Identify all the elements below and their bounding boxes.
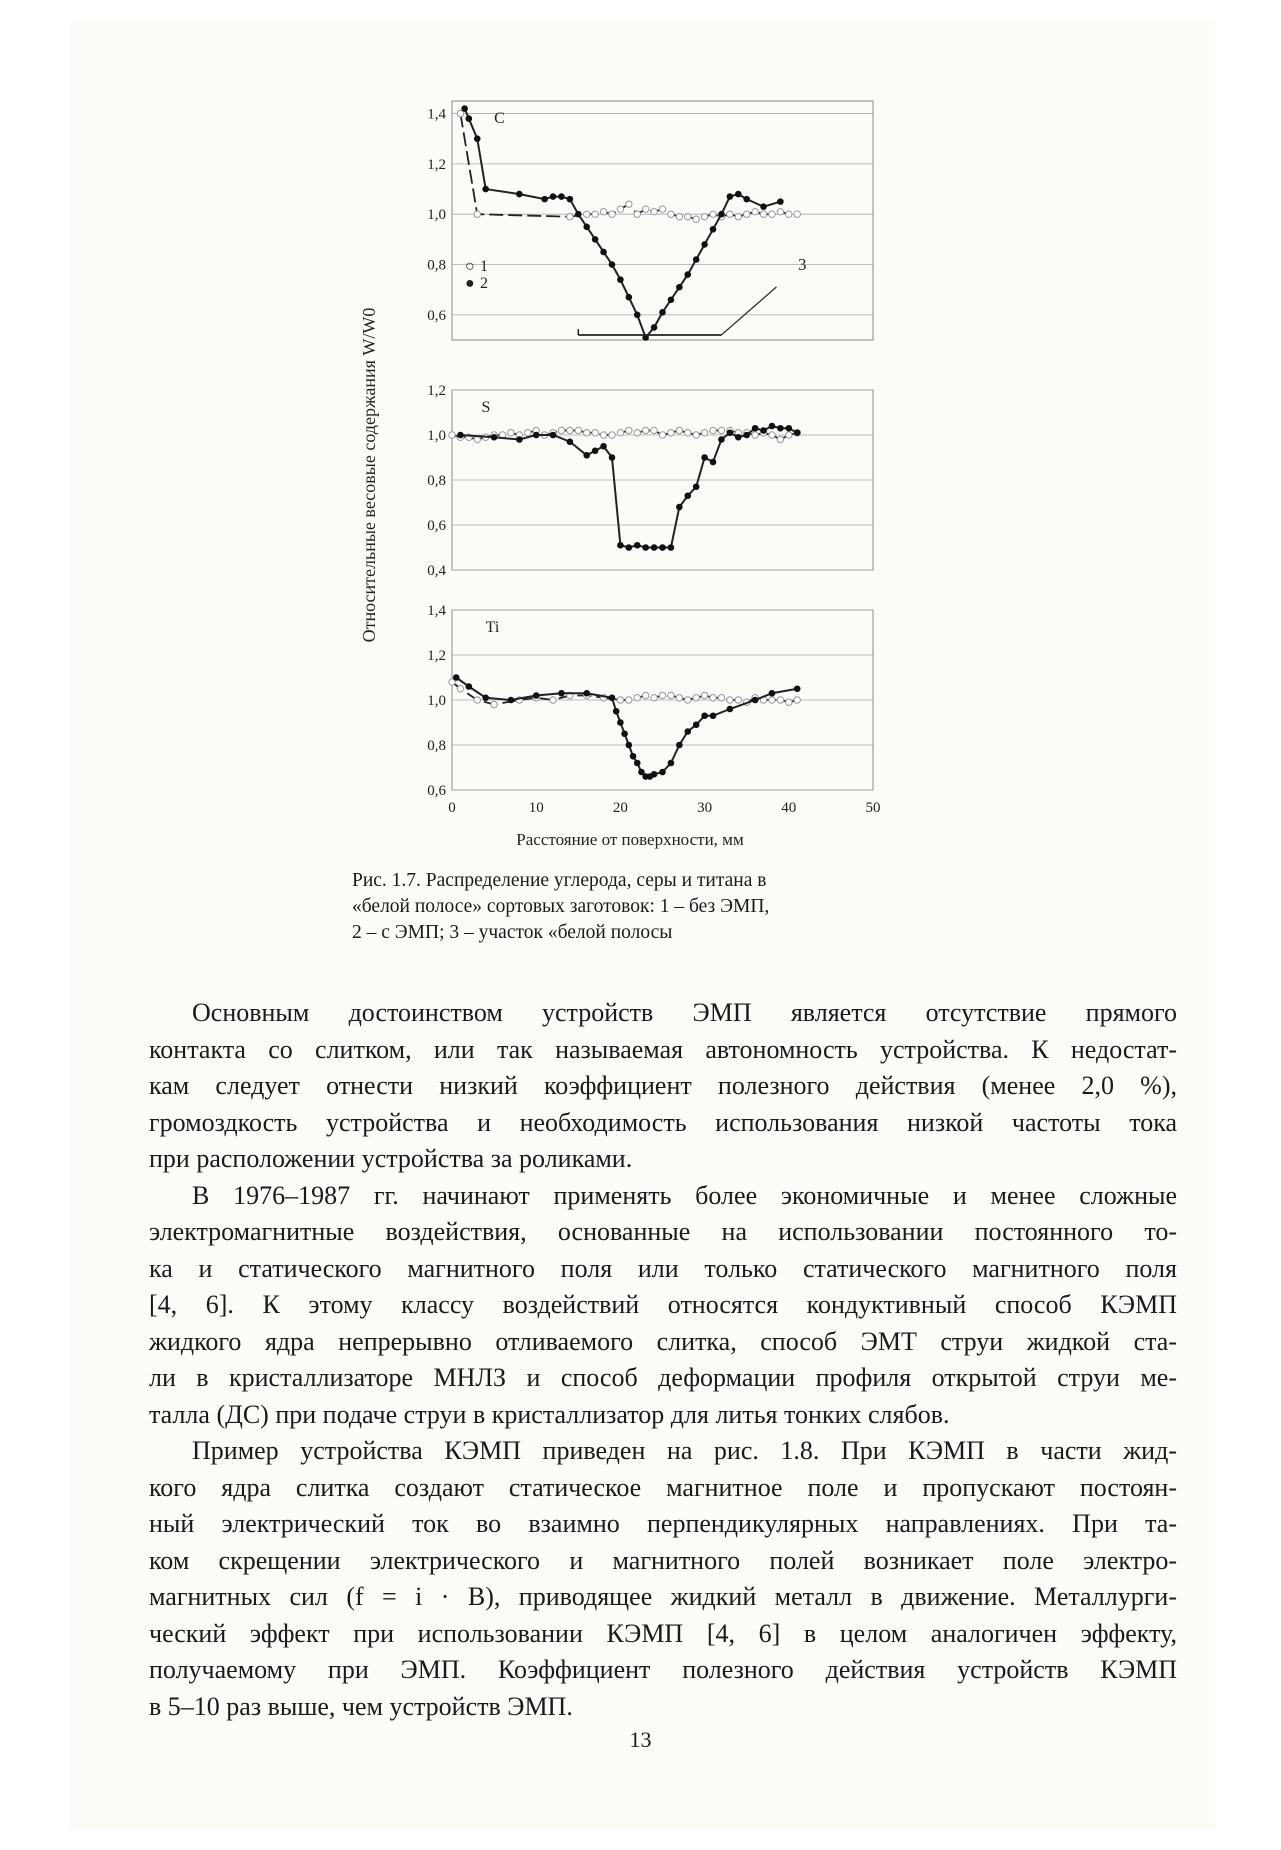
data-point-2	[613, 708, 619, 714]
data-point-2	[542, 196, 548, 202]
text-line: при расположении устройства за роликами.	[149, 1144, 633, 1173]
data-point-2	[533, 693, 539, 699]
data-point-1	[769, 211, 775, 217]
data-point-2	[618, 277, 624, 283]
data-point-2	[567, 196, 573, 202]
panel-Ti	[427, 603, 880, 816]
text-line: получаемому при ЭМП. Коэффициент полезного действия устройств КЭМП	[149, 1655, 1177, 1684]
data-point-2	[466, 116, 472, 122]
data-point-2	[668, 297, 674, 303]
data-point-1	[668, 692, 674, 698]
data-point-1	[701, 430, 707, 436]
text-line: в 5–10 раз выше, чем устройств ЭМП.	[149, 1691, 573, 1721]
data-point-1	[642, 692, 648, 698]
data-point-1	[727, 211, 733, 217]
zone-label: 3	[798, 255, 807, 274]
data-point-1	[567, 214, 573, 220]
data-point-2	[778, 425, 784, 431]
data-point-1	[600, 432, 606, 438]
data-point-2	[685, 272, 691, 278]
data-point-1	[752, 432, 758, 438]
paragraph	[149, 1433, 1177, 1725]
data-point-1	[457, 110, 463, 116]
panel-S	[427, 383, 873, 579]
data-point-2	[651, 545, 657, 551]
data-point-2	[609, 262, 615, 268]
data-point-2	[643, 545, 649, 551]
data-point-1	[769, 697, 775, 703]
data-point-1	[710, 211, 716, 217]
data-point-2	[660, 769, 666, 775]
data-point-2	[761, 204, 767, 210]
data-point-1	[786, 211, 792, 217]
data-point-1	[626, 697, 632, 703]
data-point-1	[491, 701, 497, 707]
data-point-1	[659, 206, 665, 212]
data-point-2	[744, 196, 750, 202]
data-point-2	[702, 455, 708, 461]
y-tick-label: 1,0	[427, 693, 446, 709]
data-point-2	[626, 545, 632, 551]
data-point-1	[651, 695, 657, 701]
data-point-1	[668, 430, 674, 436]
data-point-2	[584, 452, 590, 458]
text-line: ческий эффект при использовании КЭМП [4, 6] в целом аналогичен эффекту,	[149, 1618, 1177, 1648]
text-line: талла (ДС) при подаче струи в кристаллизатор для литья тонких слябов.	[149, 1399, 950, 1429]
data-point-1	[710, 695, 716, 701]
data-point-1	[626, 427, 632, 433]
data-point-1	[735, 214, 741, 220]
panel-title: Ti	[485, 619, 500, 636]
data-point-1	[659, 692, 665, 698]
data-point-1	[617, 430, 623, 436]
y-tick-label: 0,6	[427, 783, 446, 799]
data-point-1	[626, 201, 632, 207]
data-point-2	[462, 106, 468, 112]
data-point-1	[592, 211, 598, 217]
data-point-2	[533, 432, 539, 438]
y-tick-label: 1,4	[427, 106, 446, 123]
data-point-1	[718, 695, 724, 701]
data-point-2	[630, 753, 636, 759]
text-line: Пример устройства КЭМП приведен на рис. 1.8. При КЭМП в части жид-	[192, 1436, 1177, 1465]
data-point-1	[777, 436, 783, 442]
panel-title: C	[494, 110, 505, 127]
legend-label-2: 2	[480, 275, 488, 292]
data-point-1	[769, 432, 775, 438]
x-tick-label: 20	[612, 800, 628, 816]
text-line: ли в кристаллизаторе МНЛЗ и способ деформации профиля открытой струи ме-	[149, 1363, 1177, 1392]
data-point-1	[584, 430, 590, 436]
legend-marker-2: ●	[465, 275, 475, 292]
data-point-2	[685, 729, 691, 735]
series-line-2	[456, 678, 797, 777]
data-point-2	[634, 760, 640, 766]
page-number: 13	[629, 1727, 652, 1752]
data-point-2	[727, 194, 733, 200]
data-point-2	[651, 771, 657, 777]
data-point-2	[769, 690, 775, 696]
series-line-2	[465, 109, 781, 338]
data-point-1	[794, 211, 800, 217]
data-point-2	[466, 684, 472, 690]
data-point-2	[668, 545, 674, 551]
data-point-2	[584, 224, 590, 230]
legend-label-1: 1	[480, 258, 488, 275]
data-point-1	[474, 697, 480, 703]
data-point-2	[559, 690, 565, 696]
data-point-2	[592, 448, 598, 454]
data-point-2	[668, 760, 674, 766]
data-point-2	[508, 697, 514, 703]
data-point-2	[550, 432, 556, 438]
paragraph	[149, 1178, 1177, 1434]
figure-caption	[352, 868, 892, 946]
data-point-1	[567, 427, 573, 433]
data-point-1	[760, 211, 766, 217]
data-point-2	[778, 199, 784, 205]
y-tick-label: 0,8	[427, 738, 446, 754]
text-line: В 1976–1987 гг. начинают применять более экономичные и менее сложные	[192, 1180, 1177, 1210]
data-point-1	[474, 211, 480, 217]
legend-marker-1: ○	[465, 258, 475, 275]
data-point-2	[483, 695, 489, 701]
data-point-1	[508, 430, 514, 436]
data-point-2	[727, 706, 733, 712]
legend	[465, 258, 488, 292]
data-point-1	[609, 211, 615, 217]
y-tick-label: 0,8	[427, 257, 446, 274]
y-tick-label: 1,4	[427, 603, 446, 619]
data-point-2	[559, 194, 565, 200]
data-point-1	[693, 695, 699, 701]
data-point-1	[634, 695, 640, 701]
data-point-1	[575, 427, 581, 433]
x-tick-label: 50	[865, 800, 881, 816]
data-point-1	[525, 430, 531, 436]
data-point-1	[634, 211, 640, 217]
data-point-1	[701, 214, 707, 220]
data-point-1	[584, 211, 590, 217]
data-point-2	[483, 186, 489, 192]
data-point-2	[622, 731, 628, 737]
data-point-1	[642, 206, 648, 212]
data-point-1	[752, 208, 758, 214]
data-point-1	[701, 692, 707, 698]
data-point-2	[453, 675, 459, 681]
y-tick-label: 1,0	[427, 428, 446, 444]
data-point-1	[786, 432, 792, 438]
data-point-1	[727, 697, 733, 703]
text-line: ный электрический ток во взаимно перпендикулярных направлениях. При та-	[149, 1509, 1177, 1538]
data-point-2	[634, 542, 640, 548]
data-point-2	[677, 504, 683, 510]
data-point-2	[639, 769, 645, 775]
data-point-1	[617, 206, 623, 212]
data-point-2	[693, 722, 699, 728]
data-point-1	[710, 427, 716, 433]
data-point-2	[660, 310, 666, 316]
data-point-2	[618, 542, 624, 548]
data-point-2	[609, 455, 615, 461]
data-point-2	[719, 211, 725, 217]
y-tick-label: 0,4	[427, 563, 446, 579]
data-point-2	[660, 545, 666, 551]
data-point-2	[677, 284, 683, 290]
data-point-2	[584, 690, 590, 696]
data-point-2	[592, 237, 598, 243]
y-tick-label: 0,6	[427, 518, 446, 534]
data-point-2	[651, 325, 657, 331]
data-point-2	[618, 720, 624, 726]
data-point-2	[458, 432, 464, 438]
data-point-1	[693, 432, 699, 438]
data-point-2	[710, 459, 716, 465]
data-point-1	[676, 214, 682, 220]
data-point-2	[576, 211, 582, 217]
y-tick-label: 1,0	[427, 207, 446, 224]
caption-line: «белой полосе» сортовых заготовок: 1 – без ЭМП,	[352, 896, 770, 917]
data-point-2	[702, 242, 708, 248]
data-point-1	[651, 208, 657, 214]
data-point-2	[609, 695, 615, 701]
text-line: [4, 6]. К этому классу воздействий относятся кондуктивный способ КЭМП	[149, 1290, 1177, 1319]
data-point-2	[626, 742, 632, 748]
text-line: кого ядра слитка создают статическое магнитное поле и пропускают постоян-	[149, 1472, 1177, 1502]
data-point-1	[550, 697, 556, 703]
data-point-2	[693, 257, 699, 263]
y-tick-label: 1,2	[427, 648, 446, 664]
data-point-2	[550, 194, 556, 200]
data-point-1	[676, 427, 682, 433]
data-point-1	[651, 427, 657, 433]
data-point-2	[735, 191, 741, 197]
data-point-2	[752, 425, 758, 431]
data-point-2	[685, 493, 691, 499]
series-line-2	[460, 426, 797, 548]
y-tick-label: 1,2	[427, 383, 446, 399]
data-point-2	[735, 434, 741, 440]
data-point-1	[786, 699, 792, 705]
data-point-2	[719, 437, 725, 443]
data-point-1	[685, 430, 691, 436]
panel-frame	[452, 101, 873, 340]
zone-leader-line	[721, 287, 776, 335]
panel-C	[427, 101, 873, 340]
data-point-2	[794, 430, 800, 436]
y-tick-label: 0,6	[427, 307, 446, 324]
data-point-1	[744, 211, 750, 217]
x-axis-label: Расстояние от поверхности, мм	[516, 830, 744, 849]
caption-line: Рис. 1.7. Распределение углерода, серы и титана в	[352, 870, 767, 891]
data-point-1	[676, 695, 682, 701]
data-point-1	[449, 432, 455, 438]
paragraph	[149, 995, 1177, 1178]
data-point-1	[668, 211, 674, 217]
text-line: кам следует отнести низкий коэффициент полезного действия (менее 2,0 %),	[149, 1071, 1177, 1100]
data-point-1	[600, 208, 606, 214]
text-line: контакта со слитком, или так называемая автономность устройства. К недостат-	[149, 1034, 1177, 1064]
data-point-2	[744, 432, 750, 438]
x-tick-label: 0	[448, 800, 456, 816]
body-text	[149, 995, 1177, 1725]
data-point-2	[626, 294, 632, 300]
data-point-1	[777, 208, 783, 214]
data-point-2	[517, 191, 523, 197]
data-point-2	[517, 437, 523, 443]
data-point-1	[617, 697, 623, 703]
data-point-2	[601, 249, 607, 255]
y-tick-label: 0,8	[427, 473, 446, 489]
data-point-1	[693, 216, 699, 222]
data-point-1	[457, 686, 463, 692]
y-tick-label: 1,2	[427, 156, 446, 173]
x-tick-label: 10	[528, 800, 544, 816]
y-axis-label: Относительные весовые содержания W/W0	[359, 307, 379, 643]
data-point-1	[592, 430, 598, 436]
data-point-2	[677, 742, 683, 748]
data-point-2	[491, 434, 497, 440]
data-point-1	[794, 697, 800, 703]
text-line: жидкого ядра непрерывно отливаемого слитка, способ ЭМТ струи жидкой ста-	[149, 1326, 1177, 1356]
data-point-2	[761, 428, 767, 434]
panel-title: S	[481, 399, 491, 416]
data-point-1	[685, 697, 691, 703]
data-point-1	[634, 430, 640, 436]
data-point-1	[659, 432, 665, 438]
data-point-2	[786, 425, 792, 431]
data-point-1	[735, 697, 741, 703]
x-tick-label: 40	[781, 800, 797, 816]
data-point-2	[794, 686, 800, 692]
data-point-1	[558, 427, 564, 433]
text-line: электромагнитные воздействия, основанные на использовании постоянного то-	[149, 1217, 1177, 1246]
caption-line: 2 – с ЭМП; 3 – участок «белой полосы	[352, 922, 673, 943]
data-point-2	[601, 443, 607, 449]
text-line: Основным достоинством устройств ЭМП является отсутствие прямого	[192, 998, 1177, 1027]
data-point-2	[710, 227, 716, 233]
text-line: ка и статического магнитного поля или только статического магнитного поля	[149, 1253, 1177, 1283]
data-point-2	[710, 713, 716, 719]
x-tick-label: 30	[697, 800, 713, 816]
data-point-1	[718, 427, 724, 433]
data-point-2	[752, 697, 758, 703]
data-point-1	[685, 214, 691, 220]
text-line: громоздкость устройства и необходимость использования низкой частоты тока	[149, 1107, 1177, 1137]
data-point-2	[769, 423, 775, 429]
data-point-2	[567, 439, 573, 445]
data-point-1	[609, 432, 615, 438]
data-point-2	[702, 713, 708, 719]
text-line: магнитных сил (f = i · B), приводящее жидкий металл в движение. Металлурги-	[149, 1582, 1177, 1611]
data-point-2	[474, 136, 480, 142]
data-point-2	[693, 484, 699, 490]
data-point-1	[642, 427, 648, 433]
data-point-1	[777, 697, 783, 703]
figure-chart	[340, 85, 900, 855]
text-line: ком скрещении электрического и магнитного полей возникает поле электро-	[149, 1545, 1177, 1575]
data-point-2	[727, 430, 733, 436]
data-point-2	[634, 312, 640, 318]
